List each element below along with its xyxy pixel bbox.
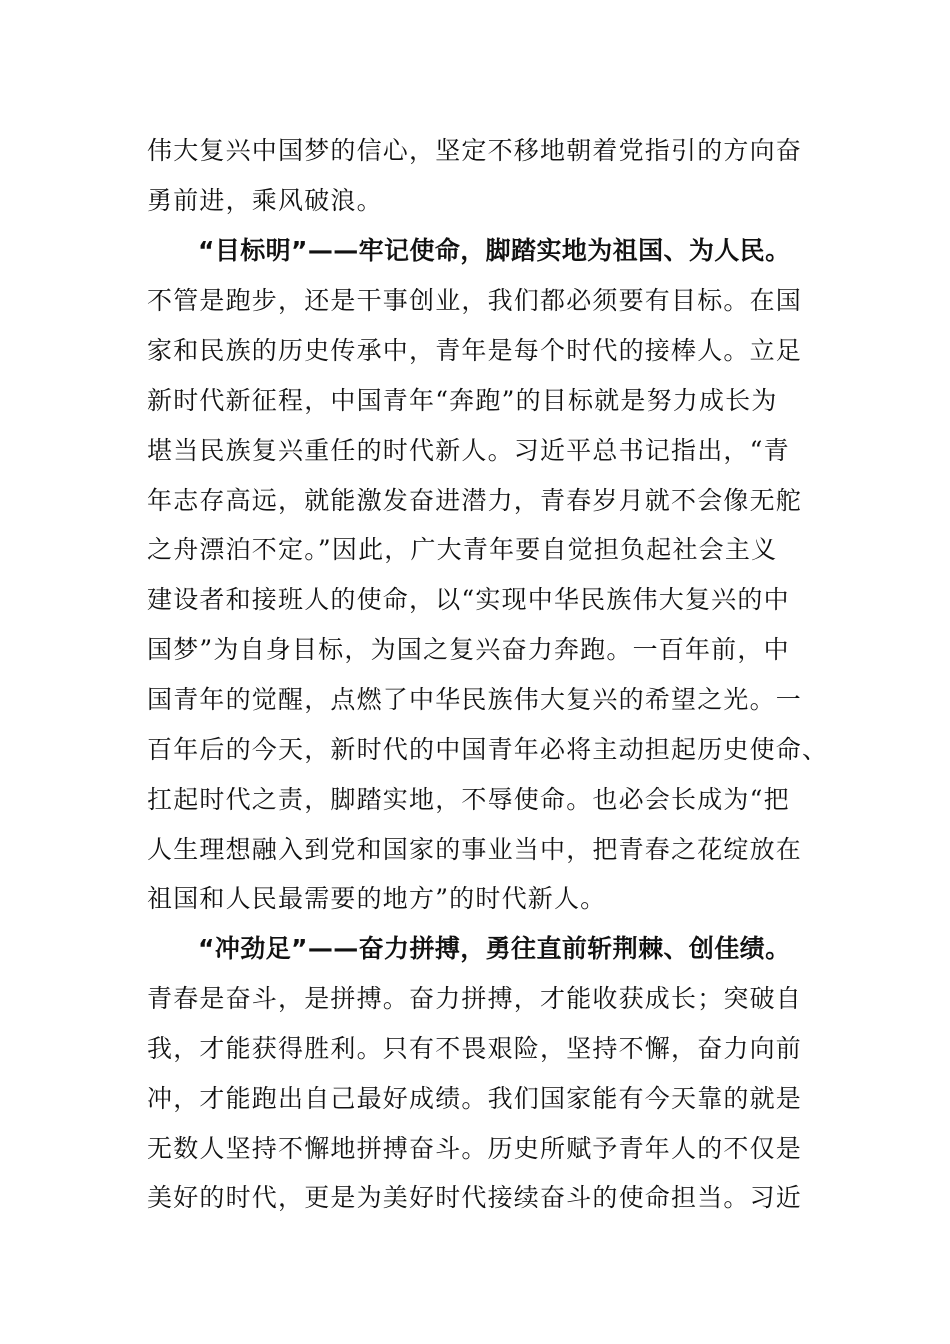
body-text-line: 冲，才能跑出自己最好成绩。我们国家能有今天靠的就是 — [147, 1084, 803, 1113]
body-text-line: 勇前进，乘风破浪。 — [147, 186, 383, 215]
section-heading-goal: “目标明”——牢记使命，脚踏实地为祖国、为人民。 — [198, 236, 791, 265]
body-text-line: 国青年的觉醒，点燃了中华民族伟大复兴的希望之光。一 — [147, 685, 803, 714]
body-text-line: 国梦”为自身目标，为国之复兴奋力奔跑。一百年前，中 — [147, 635, 790, 664]
body-text-line: 年志存高远，就能激发奋进潜力，青春岁月就不会像无舵 — [147, 486, 803, 515]
body-text-line: 建设者和接班人的使命，以“实现中华民族伟大复兴的中 — [147, 585, 790, 614]
body-text-line: 之舟漂泊不定。”因此，广大青年要自觉担负起社会主义 — [147, 535, 778, 564]
body-text-line: 不管是跑步，还是干事创业，我们都必须要有目标。在国 — [147, 286, 803, 315]
body-text-line: 堪当民族复兴重任的时代新人。习近平总书记指出，“青 — [147, 436, 790, 465]
body-text-line: 人生理想融入到党和国家的事业当中，把青春之花绽放在 — [147, 835, 803, 864]
body-text-line: 新时代新征程，中国青年“奔跑”的目标就是努力成长为 — [147, 386, 778, 415]
body-text-line: 扛起时代之责，脚踏实地，不辱使命。也必会长成为“把 — [147, 785, 790, 814]
body-text-line: 家和民族的历史传承中，青年是每个时代的接棒人。立足 — [147, 336, 803, 365]
body-text-line: 我，才能获得胜利。只有不畏艰险，坚持不懈，奋力向前 — [147, 1034, 803, 1063]
body-text-line: 美好的时代，更是为美好时代接续奋斗的使命担当。习近 — [147, 1183, 803, 1212]
section-heading-drive: “冲劲足”——奋力拼搏，勇往直前斩荆棘、创佳绩。 — [198, 934, 791, 963]
body-text-line: 无数人坚持不懈地拼搏奋斗。历史所赋予青年人的不仅是 — [147, 1134, 803, 1163]
body-text-line: 百年后的今天，新时代的中国青年必将主动担起历史使命、 — [147, 735, 829, 764]
body-text-line: 祖国和人民最需要的地方”的时代新人。 — [147, 884, 607, 913]
body-text-line: 青春是奋斗，是拼搏。奋力拼搏，才能收获成长；突破自 — [147, 984, 803, 1013]
body-text-line: 伟大复兴中国梦的信心，坚定不移地朝着党指引的方向奋 — [147, 136, 803, 165]
